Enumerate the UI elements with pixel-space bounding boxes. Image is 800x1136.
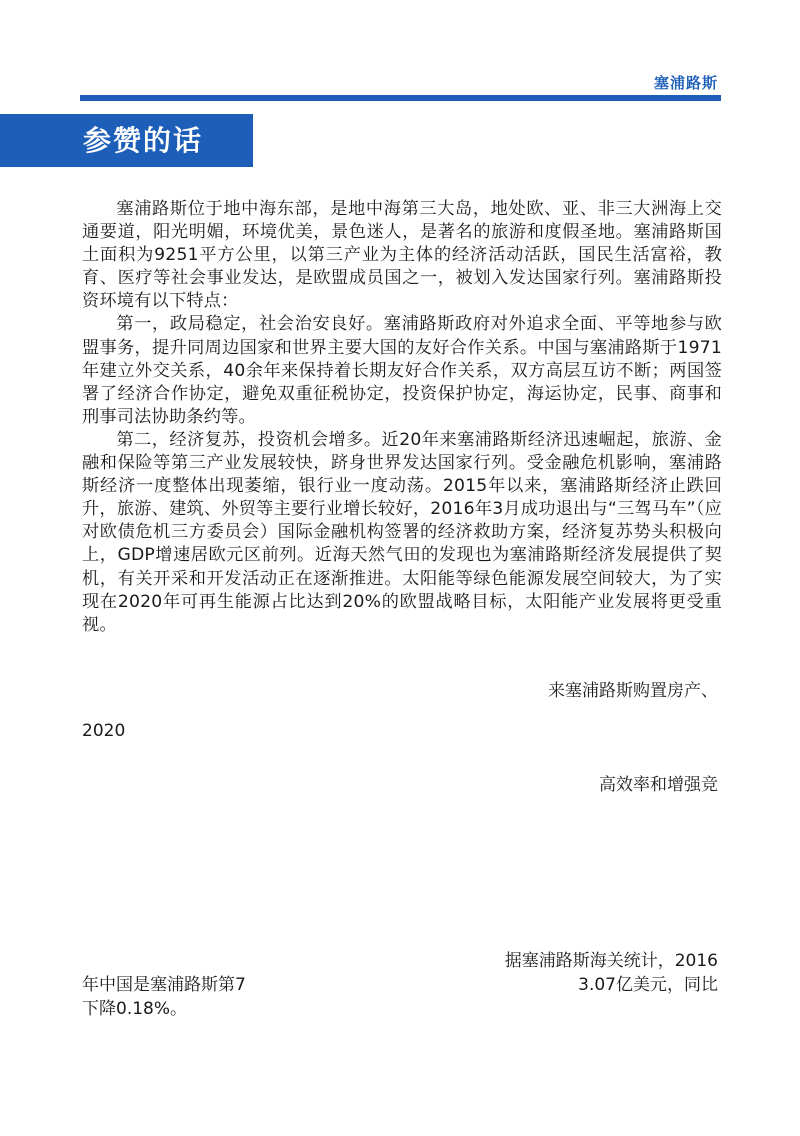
stat-left-2: 下降0.18%。	[82, 999, 188, 1019]
body-text	[82, 198, 722, 637]
stat-right-1: 据塞浦路斯海关统计，2016	[504, 951, 718, 971]
line-gaoxiao: 高效率和增强竞	[599, 775, 718, 795]
paragraph-politics: 第一，政局稳定，社会治安良好。塞浦路斯政府对外追求全面、平等地参与欧盟事务，提升同周边国家和世界主要大国的友好合作关系。中国与塞浦路斯于1971年建立外交关系，40余年来保持着长期友好合作关系，双方高层互访不断；两国签署了经济合作协定，避免双重征税协定，投资保护协定，海运协定，民事、商事和刑事司法协助条约等。	[82, 314, 722, 427]
header-divider	[80, 95, 721, 101]
paragraph-economy: 第二，经济复苏，投资机会增多。近20年来塞浦路斯经济迅速崛起，旅游、金融和保险等第三产业发展较快，跻身世界发达国家行列。受金融危机影响，塞浦路斯经济一度整体出现萎缩，银行业一度动荡。2015年以来，塞浦路斯经济止跌回升，旅游、建筑、外贸等主要行业增长较好，2016年3月成功退出与“三驾马车”（应对欧债危机三方委员会）国际金融机构签署的经济救助方案，经济复苏势头积极向上，GDP增速居欧元区前列。近海天然气田的发现也为塞浦路斯经济发展提供了契机，有关开采和开发活动正在逐渐推进。太阳能等绿色能源发展空间较大，为了实现在2020年可再生能源占比达到20%的欧盟战略目标，太阳能产业发展将更受重视。	[82, 429, 722, 635]
line-2020: 2020	[82, 721, 126, 741]
signoff-line: 来塞浦路斯购置房产、	[548, 681, 718, 701]
section-title: 参赞的话	[83, 124, 204, 157]
paragraph-intro: 塞浦路斯位于地中海东部，是地中海第三大岛，地处欧、亚、非三大洲海上交通要道，阳光明媚，环境优美，景色迷人，是著名的旅游和度假圣地。塞浦路斯国土面积为9251平方公里，以第三产业为主体的经济活动活跃，国民生活富裕，教育、医疗等社会事业发达，是欧盟成员国之一，被划入发达国家行列。塞浦路斯投资环境有以下特点：	[82, 199, 722, 312]
page-header-title: 塞浦路斯	[653, 74, 718, 92]
stat-left-1: 年中国是塞浦路斯第7	[82, 975, 246, 995]
stat-right-2: 3.07亿美元，同比	[578, 975, 718, 995]
